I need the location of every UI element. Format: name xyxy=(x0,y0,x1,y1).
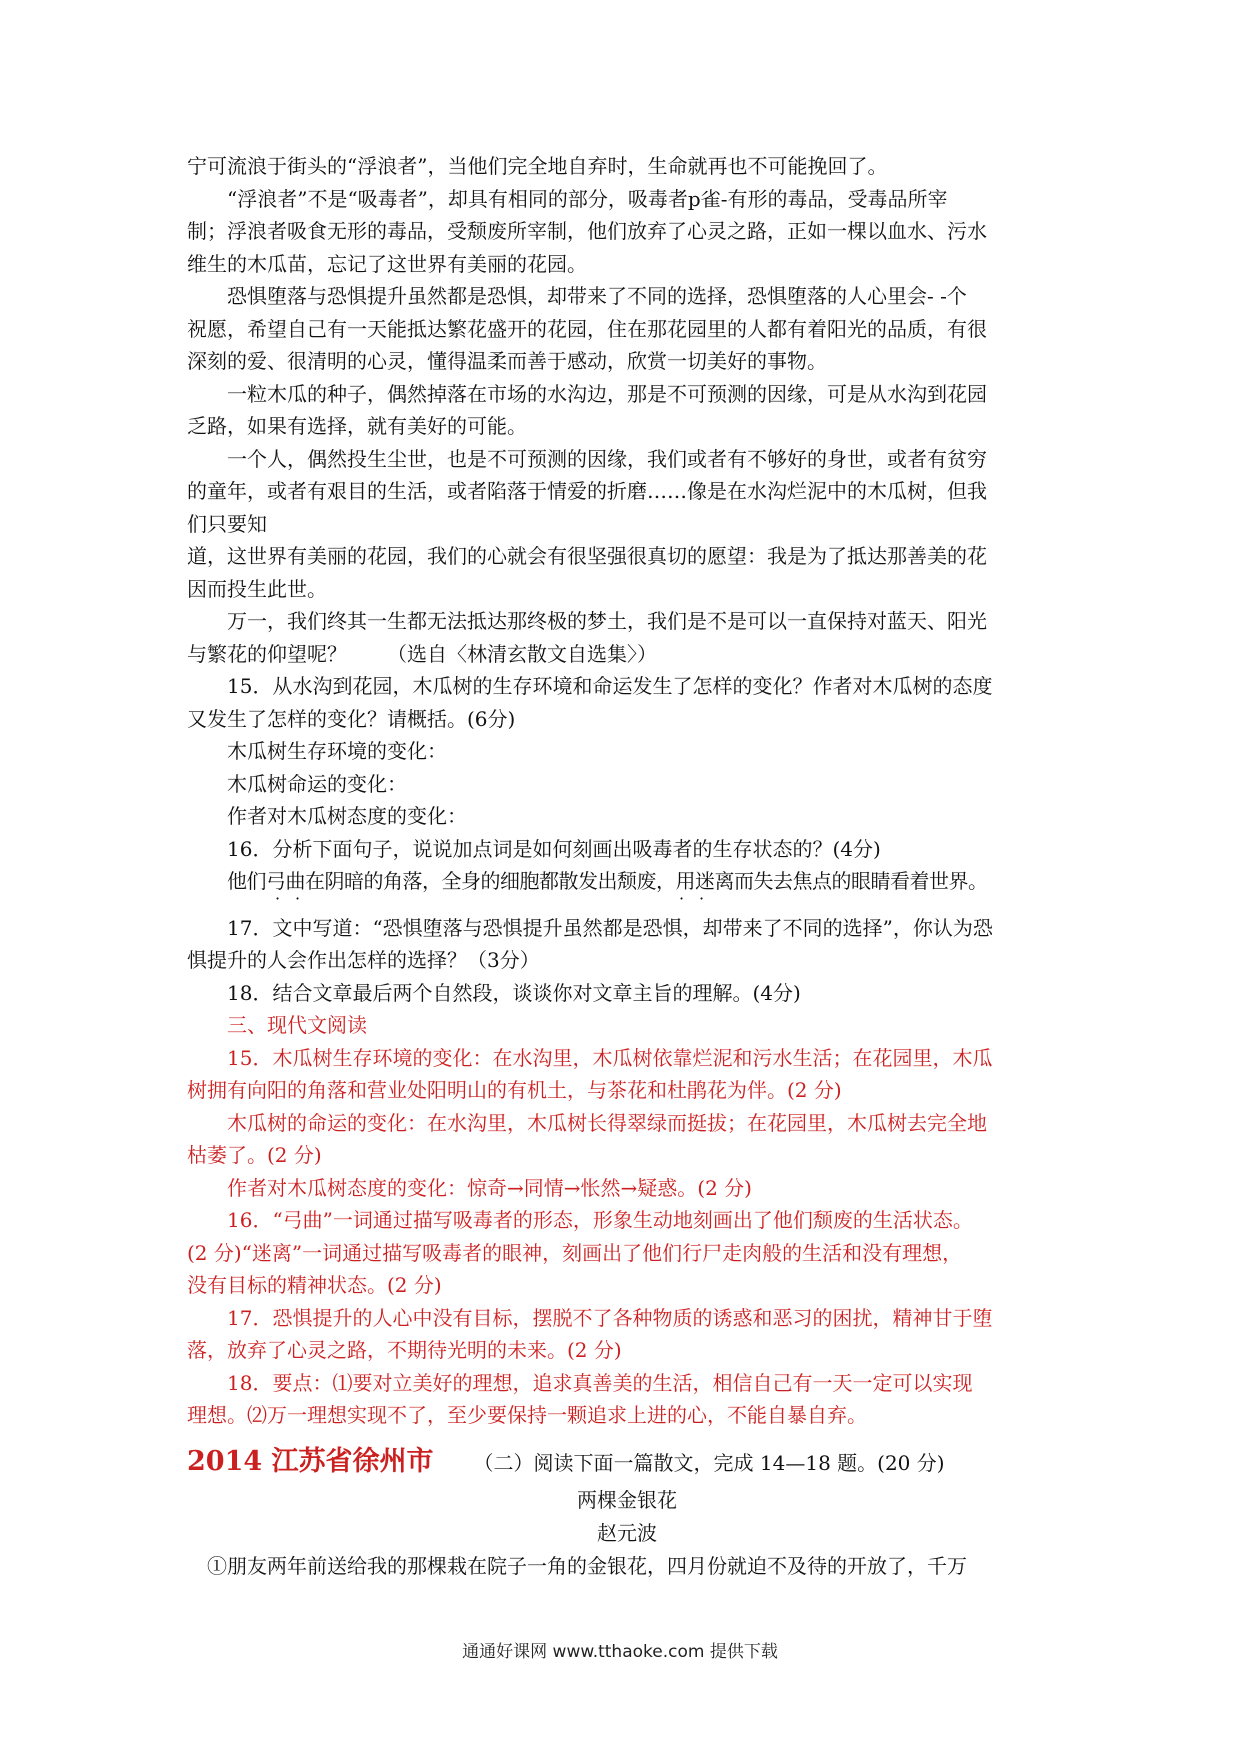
essay-title: 两棵金银花 xyxy=(577,1487,677,1512)
answer-15: 作者对木瓜树态度的变化：惊奇→同情→怅然→疑惑。(2 分) xyxy=(227,1175,752,1200)
passage-line: 的童年，或者有艰目的生活，或者陷落于情爱的折磨……像是在水沟烂泥中的木瓜树，但我 xyxy=(187,479,987,503)
passage-line: 一个人，偶然投生尘世，也是不可预测的因缘，我们或者有不够好的身世，或者有贫穷 xyxy=(227,446,987,471)
question-15-cont: 又发生了怎样的变化？请概括。(6分) xyxy=(187,706,516,731)
document-body xyxy=(187,150,1067,1582)
question-16-quote: 他们弓曲在阴暗的角落，全身的细胞都散发出颓废，用迷离而失去焦点的眼睛看着世界。 xyxy=(227,869,988,893)
answer-18: 18．要点：⑴要对立美好的理想，追求真善美的生活，相信自己有一天一定可以实现 xyxy=(227,1370,973,1395)
passage-line: 深刻的爱、很清明的心灵，懂得温柔而善于感动，欣赏一切美好的事物。 xyxy=(187,349,827,373)
question-15-blank: 木瓜树生存环境的变化： xyxy=(227,739,447,763)
answer-16: 16．“弓曲”一词通过描写吸毒者的形态，形象生动地刻画出了他们颓废的生活状态。 xyxy=(227,1208,973,1232)
passage-line: 乏路，如果有选择，就有美好的可能。 xyxy=(187,414,527,438)
passage-line: 们只要知 xyxy=(187,511,267,536)
answer-15: 15．木瓜树生存环境的变化：在水沟里，木瓜树依靠烂泥和污水生活；在花园里，木瓜 xyxy=(227,1045,993,1070)
passage-line: 祝愿，希望自己有一天能抵达繁花盛开的花园，住在那花园里的人都有着阳光的品质，有很 xyxy=(187,316,987,341)
passage-line: 恐惧堕落与恐惧提升虽然都是恐惧，却带来了不同的选择，恐惧堕落的人心里会- -个 xyxy=(227,284,967,308)
question-15: 15．从水沟到花园，木瓜树的生存环境和命运发生了怎样的变化？作者对木瓜树的态度 xyxy=(227,674,993,698)
question-16: 16．分析下面句子，说说加点词是如何刻画出吸毒者的生存状态的？(4分) xyxy=(227,836,881,861)
answer-17: 17．恐惧提升的人心中没有目标，摆脱不了各种物质的诱惑和恶习的困扰，精神甘于堕 xyxy=(227,1305,993,1330)
emphasis-dot: · xyxy=(295,888,301,908)
passage-source: （选自〈林清玄散文自选集〉） xyxy=(387,641,657,666)
passage-line: 道，这世界有美丽的花园，我们的心就会有很坚强很真切的愿望：我是为了抵达那善美的花 xyxy=(187,544,987,568)
question-17-cont: 惧提升的人会作出怎样的选择？（3分） xyxy=(187,948,540,972)
passage-line xyxy=(187,638,1067,671)
page-footer: 通通好课网 www.tthaoke.com 提供下载 xyxy=(462,1642,778,1662)
passage-line: “浮浪者”不是“吸毒者”，却具有相同的部分，吸毒者p雀-有形的毒品，受毒品所宰 xyxy=(227,186,948,211)
passage-line: 一粒木瓜的种子，偶然掉落在市场的水沟边，那是不可预测的因缘，可是从水沟到花园 xyxy=(227,381,987,406)
question-17: 17．文中写道：“恐惧堕落与恐惧提升虽然都是恐惧，却带来了不同的选择”，你认为恐 xyxy=(227,915,993,940)
answer-15-cont: 枯萎了。(2 分) xyxy=(187,1143,322,1167)
passage-line: 维生的木瓜苗，忘记了这世界有美丽的花园。 xyxy=(187,251,587,276)
question-15-blank: 木瓜树命运的变化： xyxy=(227,771,407,796)
emphasis-dot: · xyxy=(275,888,281,908)
answer-15: 木瓜树的命运的变化：在水沟里，木瓜树长得翠绿而挺拔；在花园里，木瓜树去完全地 xyxy=(227,1110,987,1135)
passage-line: 宁可流浪于街头的“浮浪者”，当他们完全地自弃时，生命就再也不可能挽回了。 xyxy=(187,154,888,178)
emphasis-dots xyxy=(187,888,1067,912)
essay-author: 赵元波 xyxy=(597,1520,657,1545)
answer-16-cont: (2 分)“迷离”一词通过描写吸毒者的眼神，刻画出了他们行尸走肉般的生活和没有理想， xyxy=(187,1240,963,1265)
passage-line: 制；浮浪者吸食无形的毒品，受颓废所宰制，他们放弃了心灵之路，正如一棵以血水、污水 xyxy=(187,219,987,243)
answer-18-cont: 理想。⑵万一理想实现不了，至少要保持一颗追求上进的心，不能自暴自弃。 xyxy=(187,1403,867,1427)
answer-section-title: 三、现代文阅读 xyxy=(227,1013,367,1037)
section-instruction: （二）阅读下面一篇散文，完成 14—18 题。(20 分) xyxy=(473,1450,945,1475)
answer-15-cont: 树拥有向阳的角落和营业处阳明山的有机土，与茶花和杜鹃花为伴。(2 分) xyxy=(187,1078,842,1102)
passage-line: 万一，我们终其一生都无法抵达那终极的梦土，我们是不是可以一直保持对蓝天、阳光 xyxy=(227,609,987,633)
passage-line: 因而投生此世。 xyxy=(187,576,327,601)
section-heading xyxy=(187,1440,1067,1484)
emphasis-dot: · xyxy=(679,888,685,908)
answer-16-cont: 没有目标的精神状态。(2 分) xyxy=(187,1273,442,1297)
passage-text: 与繁花的仰望呢？ xyxy=(187,641,347,666)
question-18: 18．结合文章最后两个自然段，谈谈你对文章主旨的理解。(4分) xyxy=(227,980,801,1005)
answer-17-cont: 落，放弃了心灵之路，不期待光明的未来。(2 分) xyxy=(187,1338,622,1362)
emphasis-dot: · xyxy=(699,888,705,908)
essay-paragraph: ①朋友两年前送给我的那棵栽在院子一角的金银花，四月份就迫不及待的开放了，千万 xyxy=(207,1553,967,1578)
question-15-blank: 作者对木瓜树态度的变化： xyxy=(227,804,467,828)
source-label: 2014 江苏省徐州市 xyxy=(187,1445,434,1477)
